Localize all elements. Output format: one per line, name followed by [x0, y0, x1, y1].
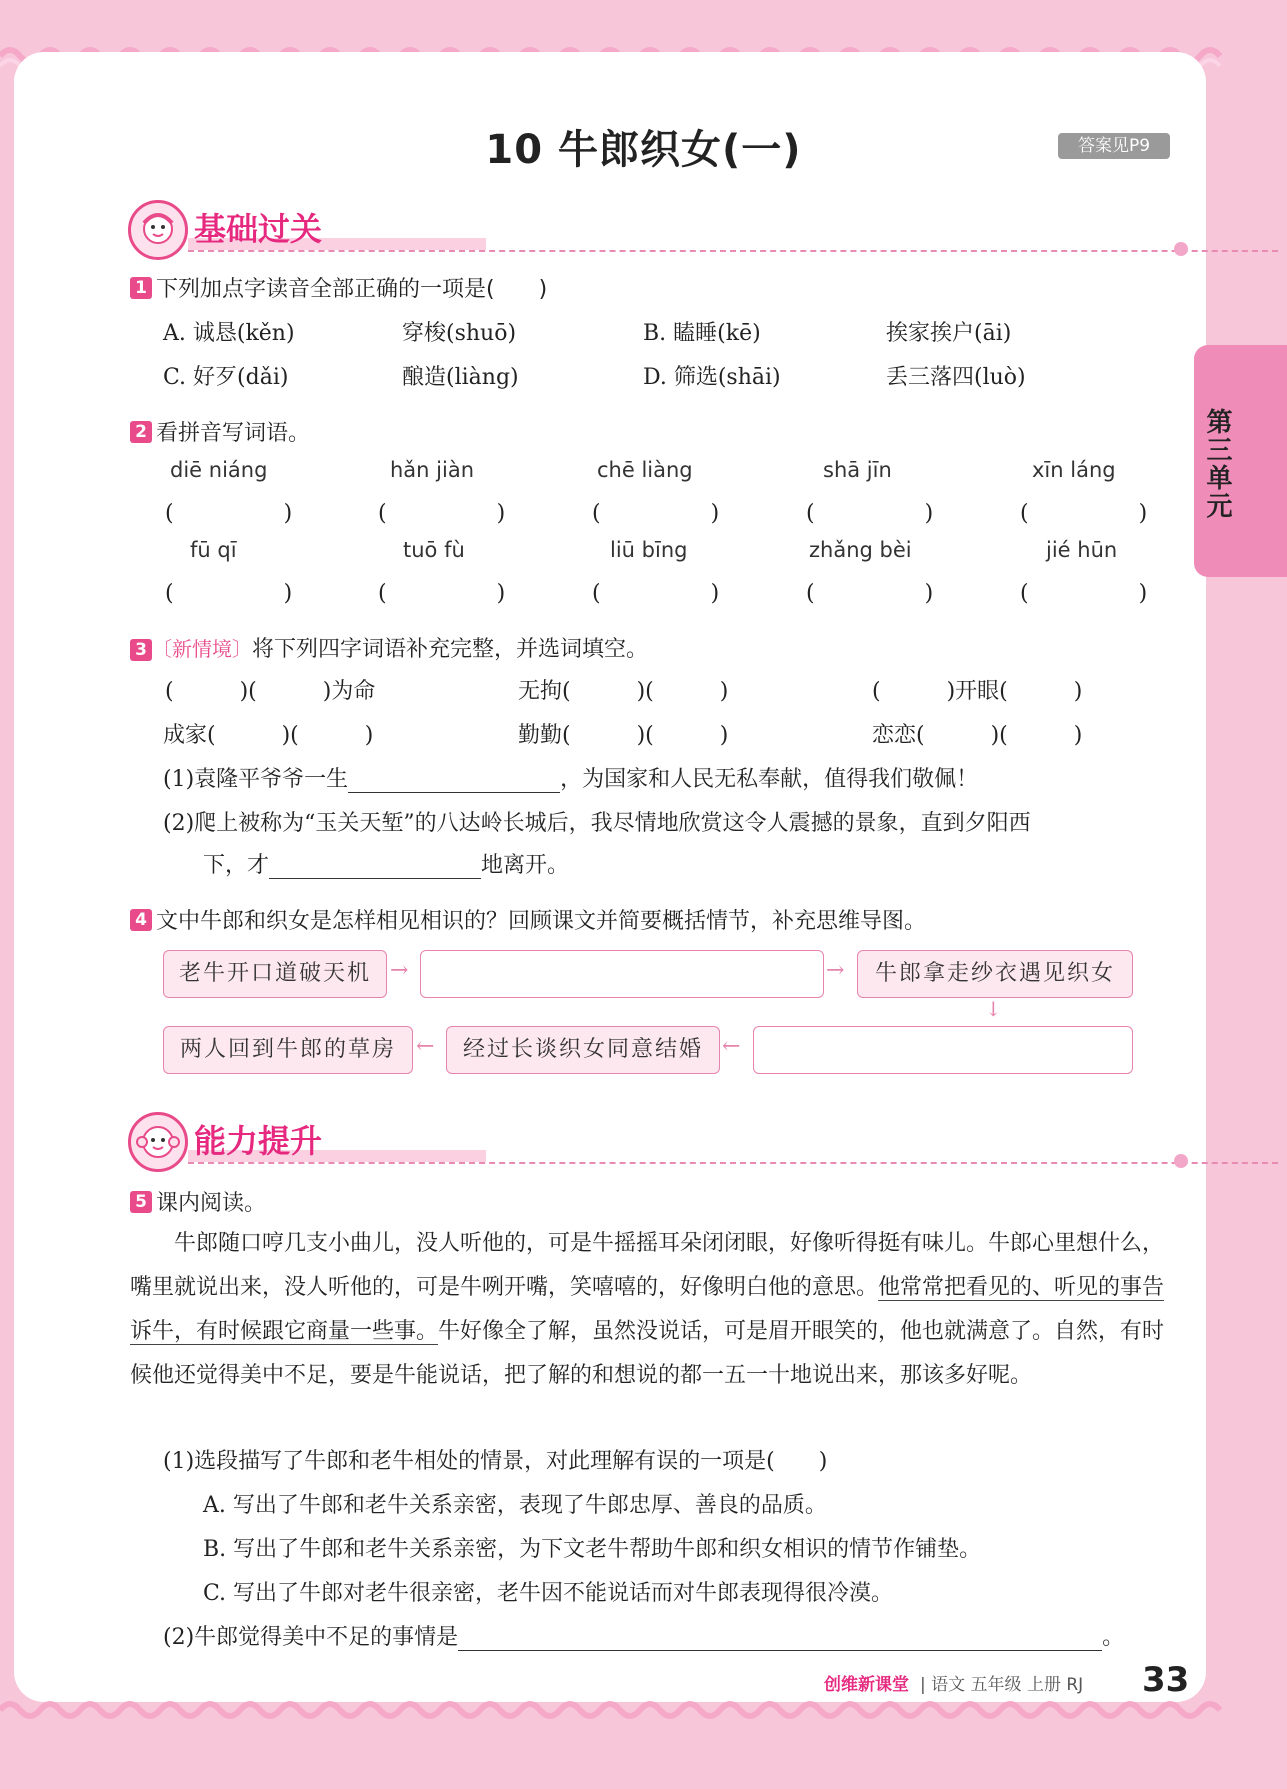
question-3-prompt: 3 〔新情境〕将下列四字词语补充完整，并选词填空。: [130, 632, 648, 663]
decorative-wave-bottom: [0, 1690, 1287, 1750]
answer-blank[interactable]: ( ): [1020, 581, 1148, 606]
new-context-tag: 〔新情境〕: [152, 637, 252, 661]
question-4-prompt: 4 文中牛郎和织女是怎样相见相识的？回顾课文并简要概括情节，补充思维导图。: [130, 904, 926, 935]
pinyin-5: xīn láng: [1032, 458, 1116, 482]
q5-option-c[interactable]: C. 写出了牛郎对老牛很亲密，老牛因不能说话而对牛郎表现得很冷漠。: [203, 1581, 894, 1606]
arrow-down-icon: ↓: [985, 997, 1002, 1021]
idiom-blank-4[interactable]: 成家( )( ): [163, 723, 374, 748]
mindmap-box-4-blank[interactable]: [753, 1026, 1133, 1074]
pinyin-3: chē liàng: [597, 458, 693, 482]
fill-in-blank[interactable]: [458, 1625, 1102, 1651]
answer-blank[interactable]: ( ): [592, 501, 720, 526]
q5-option-a[interactable]: A. 写出了牛郎和老牛关系亲密，表现了牛郎忠厚、善良的品质。: [203, 1493, 827, 1518]
pinyin-8: liū bīng: [610, 538, 688, 562]
q5-subquestion-2: (2)牛郎觉得美中不足的事情是 。: [163, 1625, 1125, 1650]
pinyin-10: jié hūn: [1046, 538, 1118, 562]
unit-side-tab-label: 第三单元: [1202, 408, 1232, 520]
monkey-avatar-icon: [128, 1112, 188, 1172]
arrow-left-icon: ←: [722, 1034, 741, 1059]
idiom-blank-6[interactable]: 恋恋( )( ): [872, 723, 1083, 748]
question-2-prompt: 2 看拼音写词语。: [130, 416, 310, 447]
q3-sentence-2: (2)爬上被称为“玉关天堑”的八达岭长城后，我尽情地欣赏这令人震撼的景象，直到夕阳西: [163, 811, 1031, 836]
fill-in-blank[interactable]: [269, 853, 481, 879]
arrow-left-icon: ←: [416, 1034, 435, 1059]
reading-passage: 牛郎随口哼几支小曲儿，没人听他的，可是牛摇摇耳朵闭闭眼，好像听得挺有味儿。牛郎心里想什么，嘴里就说出来，没人听他的，可是牛咧开嘴，笑嘻嘻的，好像明白他的意思。他常常把看见的、听见的事告诉牛，有时候跟它商量一些事。牛好像全了解，虽然没说话，可是眉开眼笑的，他也就满意了。自然，有时候他还觉得美中不足，要是牛能说话，把了解的和想说的都一五一十地说出来，那该多好呢。: [130, 1231, 1165, 1388]
q5-option-b[interactable]: B. 写出了牛郎和老牛关系亲密，为下文老牛帮助牛郎和织女相识的情节作铺垫。: [203, 1537, 982, 1562]
q1-option-a-word2: 穿梭(shuō): [402, 321, 517, 346]
idiom-blank-5[interactable]: 勤勤( )( ): [518, 723, 729, 748]
q3-sentence-2-cont: 下，才 地离开。: [203, 853, 570, 878]
page-title: 10 牛郎织女(一): [485, 127, 802, 173]
question-number: 1: [130, 277, 152, 299]
pinyin-1: diē niáng: [170, 458, 268, 482]
answer-blank[interactable]: ( ): [378, 501, 506, 526]
fill-in-blank[interactable]: [348, 767, 560, 793]
q1-option-a[interactable]: A. 诚恳(kěn): [163, 321, 295, 346]
answer-blank[interactable]: ( ): [165, 581, 293, 606]
q1-option-c[interactable]: C. 好歹(dǎi): [163, 365, 289, 390]
mindmap-box-5: 经过长谈织女同意结婚: [446, 1026, 720, 1074]
answer-blank[interactable]: ( ): [806, 581, 934, 606]
pinyin-2: hǎn jiàn: [390, 458, 475, 482]
arrow-right-icon: →: [390, 958, 409, 983]
q3-sentence-1: (1)袁隆平爷爷一生 ，为国家和人民无私奉献，值得我们敬佩！: [163, 767, 979, 792]
mindmap-box-3: 牛郎拿走纱衣遇见织女: [857, 950, 1133, 998]
section-basic-header: [128, 200, 1178, 270]
q1-option-b[interactable]: B. 瞌睡(kē): [643, 321, 761, 346]
idiom-blank-1[interactable]: ( )( )为命: [165, 679, 376, 704]
pinyin-7: tuō fù: [403, 538, 465, 562]
q1-option-c-word2: 酿造(liàng): [402, 365, 519, 390]
underlined-sentence: 他常常把看见的、听见的事告诉牛，有时候跟它商量一些事。: [130, 1275, 1165, 1344]
girl-avatar-icon: [128, 200, 188, 260]
answer-blank[interactable]: ( ): [165, 501, 293, 526]
section-advanced-title: 能力提升: [194, 1122, 323, 1160]
footer-book-info: | 语文 五年级 上册 RJ: [920, 1675, 1084, 1695]
footer-brand: 创维新课堂: [824, 1675, 909, 1695]
section-advanced-header: [128, 1112, 1178, 1182]
question-1-prompt: 1 下列加点字读音全部正确的一项是( ): [130, 272, 547, 303]
mindmap-box-2-blank[interactable]: [420, 950, 824, 998]
answer-reference-badge: 答案见P9: [1058, 133, 1170, 159]
answer-blank[interactable]: ( ): [378, 581, 506, 606]
page-number: 33: [1142, 1660, 1190, 1700]
mindmap-box-1: 老牛开口道破天机: [163, 950, 387, 998]
mindmap-box-6: 两人回到牛郎的草房: [163, 1026, 413, 1074]
q1-option-d-word2: 丢三落四(luò): [886, 365, 1026, 390]
pinyin-9: zhǎng bèi: [809, 538, 912, 562]
answer-blank[interactable]: ( ): [592, 581, 720, 606]
q5-subquestion-1: (1)选段描写了牛郎和老牛相处的情景，对此理解有误的一项是( ): [163, 1449, 828, 1474]
idiom-blank-2[interactable]: 无拘( )( ): [518, 679, 729, 704]
answer-blank[interactable]: ( ): [1020, 501, 1148, 526]
answer-blank[interactable]: ( ): [806, 501, 934, 526]
question-5-prompt: 5 课内阅读。: [130, 1186, 266, 1217]
pinyin-6: fū qī: [190, 538, 237, 562]
pinyin-4: shā jīn: [823, 458, 892, 482]
q1-option-d[interactable]: D. 筛选(shāi): [643, 365, 781, 390]
q1-option-b-word2: 挨家挨户(āi): [886, 321, 1012, 346]
idiom-blank-3[interactable]: ( )开眼( ): [872, 679, 1083, 704]
section-basic-title: 基础过关: [194, 210, 323, 248]
arrow-right-icon: →: [826, 958, 845, 983]
